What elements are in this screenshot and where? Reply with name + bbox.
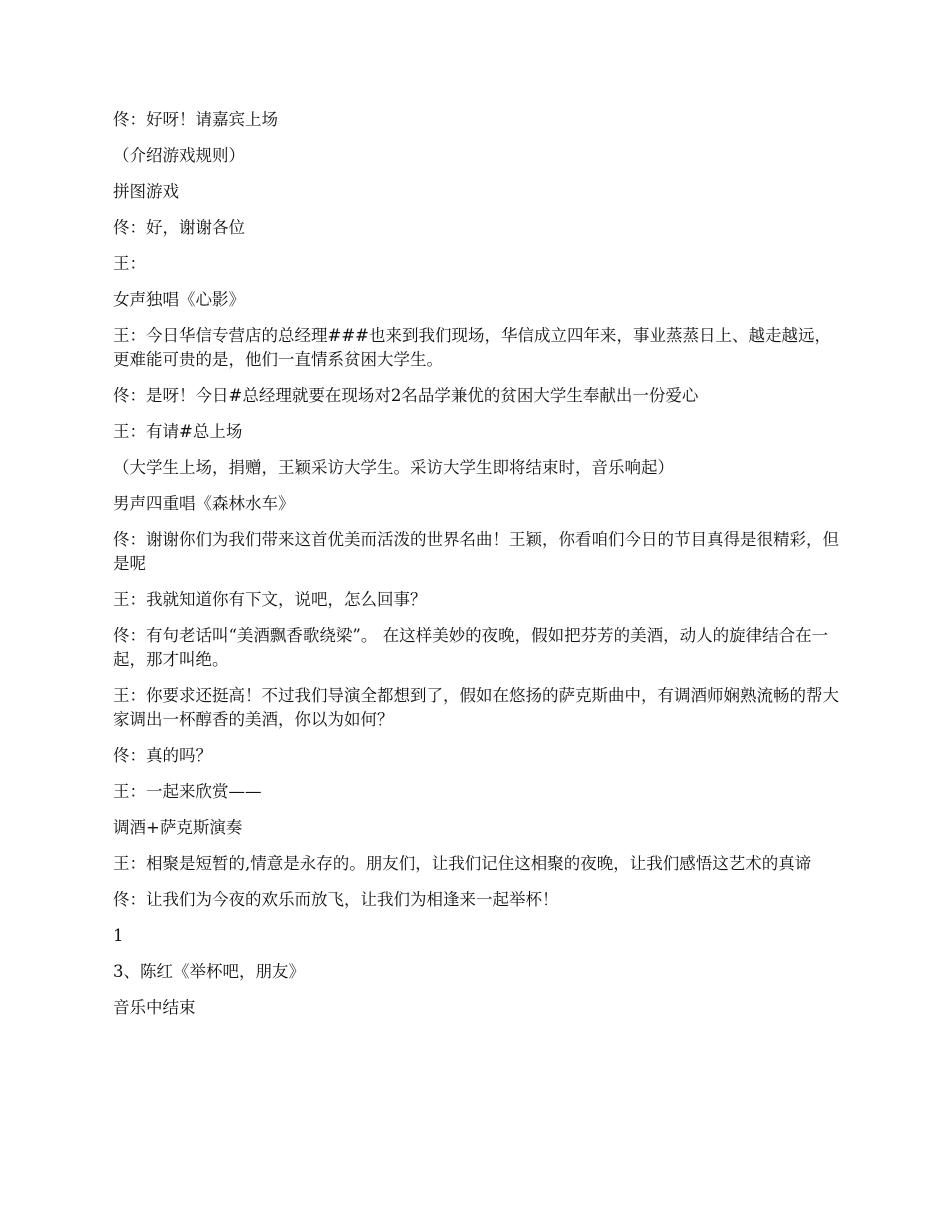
paragraph: 佟：谢谢你们为我们带来这首优美而活泼的世界名曲！王颖，你看咱们今日的节目真得是很精彩，但是呢: [113, 530, 839, 573]
paragraph: 王：: [113, 254, 146, 273]
paragraph: 王：你要求还挺高！不过我们导演全都想到了，假如在悠扬的萨克斯曲中，有调酒师娴熟流畅的帮大家调出一杯醇香的美酒，你以为如何？: [113, 686, 839, 729]
page-number: 1: [113, 926, 124, 945]
paragraph: （介绍游戏规则）: [113, 146, 245, 165]
paragraph: 佟：好，谢谢各位: [113, 218, 245, 237]
paragraph: 男声四重唱《森林水车》: [113, 494, 295, 513]
paragraph: 拼图游戏: [113, 182, 179, 201]
paragraph: 王：相聚是短暂的,情意是永存的。朋友们，让我们记住这相聚的夜晚，让我们感悟这艺术的真谛: [113, 854, 812, 873]
paragraph: （大学生上场，捐赠，王颖采访大学生。采访大学生即将结束时，音乐响起）: [113, 458, 674, 477]
paragraph: 佟：真的吗？: [113, 746, 212, 765]
paragraph: 王：我就知道你有下文，说吧，怎么回事？: [113, 590, 427, 609]
paragraph: 王：有请#总上场: [113, 422, 243, 441]
paragraph: 佟：好呀！请嘉宾上场: [113, 110, 278, 129]
paragraph: 王：一起来欣赏——: [113, 782, 262, 801]
paragraph: 佟：是呀！今日#总经理就要在现场对2名品学兼优的贫困大学生奉献出一份爱心: [113, 386, 699, 405]
paragraph: 佟：有句老话叫“美酒飘香歌绕梁”。 在这样美妙的夜晚，假如把芬芳的美酒，动人的旋律结合在一起，那才叫绝。: [113, 626, 829, 669]
paragraph: 王：今日华信专营店的总经理###也来到我们现场，华信成立四年来，事业蒸蒸日上、越走越远，更难能可贵的是，他们一直情系贫困大学生。: [113, 326, 831, 369]
paragraph: 3、陈红《举杯吧，朋友》: [113, 962, 305, 981]
paragraph: 音乐中结束: [113, 998, 196, 1017]
document-body: [113, 108, 841, 1032]
paragraph: 佟：让我们为今夜的欢乐而放飞，让我们为相逢来一起举杯！: [113, 890, 559, 909]
paragraph: 调酒+萨克斯演奏: [113, 818, 243, 837]
paragraph: 女声独唱《心影》: [113, 290, 245, 309]
